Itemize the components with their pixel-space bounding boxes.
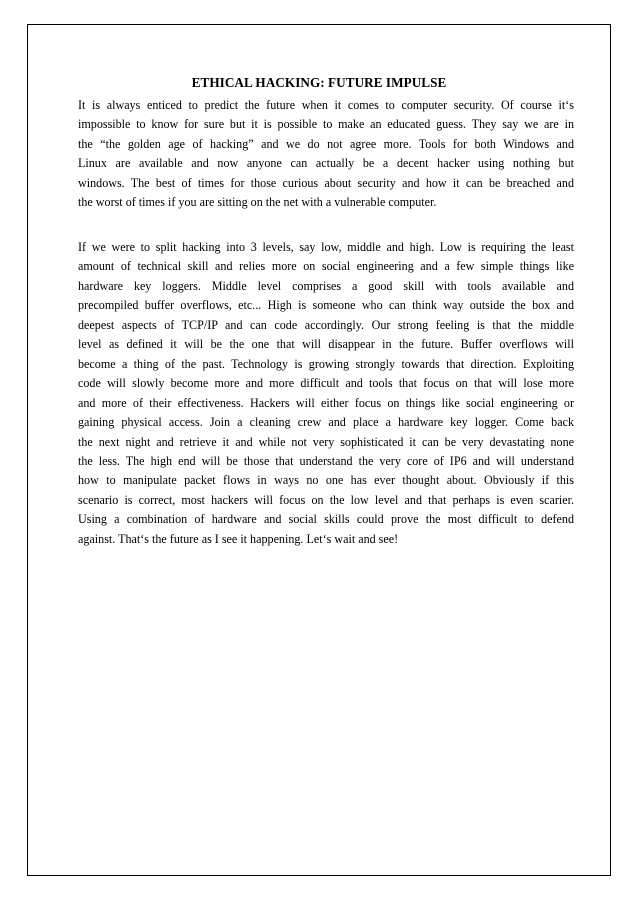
text-line: code will slowly become more and more difficult and tools that focus on that will lose more xyxy=(78,376,574,391)
text-line: become a thing of the past. Technology is growing strongly towards that direction. Exploiting xyxy=(78,356,574,371)
text-line: gaining physical access. Join a cleaning crew and place a hardware key logger. Come back xyxy=(78,415,574,430)
paragraph-intro xyxy=(78,96,574,213)
text-line: amount of technical skill and relies more on social engineering and a few simple things like xyxy=(78,259,574,274)
text-line: the “the golden age of hacking” and we do not agree more. Tools for both Windows and xyxy=(78,136,574,151)
text-line: impossible to know for sure but it is possible to make an educated guess. They say we are in xyxy=(78,117,574,132)
text-line: against. That‘s the future as I see it happening. Let‘s wait and see! xyxy=(78,531,399,546)
text-line: the worst of times if you are sitting on the net with a vulnerable computer. xyxy=(78,195,437,210)
text-line: the next night and retrieve it and while not very sophisticated it can be very devastating none xyxy=(78,434,574,449)
text-line: Linux are available and now anyone can actually be a decent hacker using nothing but xyxy=(78,156,574,171)
text-line: If we were to split hacking into 3 levels, say low, middle and high. Low is requiring the least xyxy=(78,240,574,254)
paragraph-hacking-levels xyxy=(78,238,574,549)
document-title: ETHICAL HACKING: FUTURE IMPULSE xyxy=(191,75,447,90)
text-line: and more of their effectiveness. Hackers will either focus on things like social engineering or xyxy=(78,395,574,410)
text-line: deepest aspects of TCP/IP and can code accordingly. Our strong feeling is that the middle xyxy=(78,317,574,332)
text-line: the less. The high end will be those that understand the very core of IP6 and will understand xyxy=(78,453,574,468)
text-line: windows. The best of times for those curious about security and how it can be breached and xyxy=(78,175,574,190)
text-line: It is always enticed to predict the future when it comes to computer security. Of course it‘s xyxy=(78,98,574,112)
text-line: level as defined it will be the one that will disappear in the future. Buffer overflows will xyxy=(78,337,574,352)
text-line: precompiled buffer overflows, etc... High is someone who can think way outside the box and xyxy=(78,298,574,313)
text-line: Using a combination of hardware and social skills could prove the most difficult to defend xyxy=(78,512,574,527)
text-line: scenario is correct, most hackers will focus on the low level and that perhaps is even scarier. xyxy=(78,492,574,507)
text-line: how to manipulate packet flows in ways no one has ever thought about. Obviously if this xyxy=(78,473,574,488)
text-line: hardware key loggers. Middle level comprises a good skill with tools available and xyxy=(78,278,574,293)
